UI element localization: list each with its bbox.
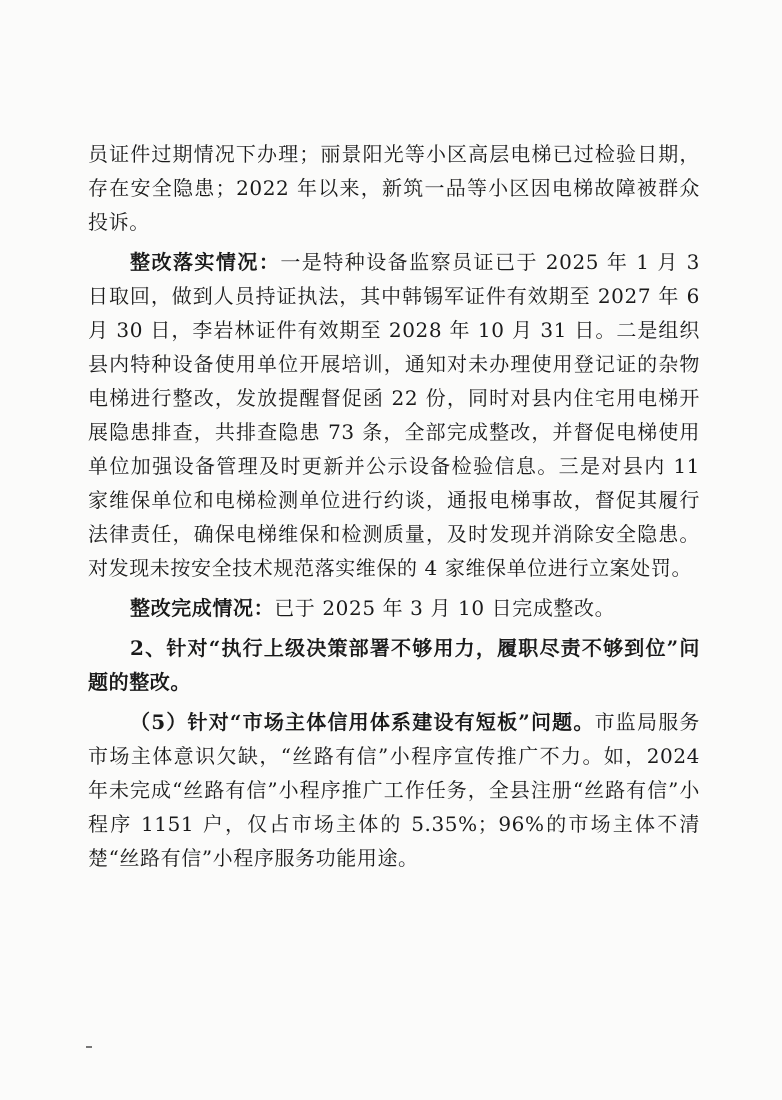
paragraph-rectification-implementation [88, 245, 700, 585]
section-heading-two: 2、针对“执行上级决策部署不够用力，履职尽责不够到位”问题的整改。 [88, 636, 700, 694]
paragraph-complaints: 员证件过期情况下办理；丽景阳光等小区高层电梯已过检验日期，存在安全隐患；2022 年以来，新筑一品等小区因电梯故障被群众投诉。 [88, 142, 700, 234]
paragraph-rectification-completion [88, 591, 700, 625]
rectification-implementation-text: 一是特种设备监察员证已于 2025 年 1 月 3 日取回，做到人员持证执法，其中韩锡军证件有效期至 2027 年 6 月 30 日，李岩林证件有效期至 2028 年 10 月 31 日。二是组织县内特种设备使用单位开展培训，通知对未办理使用登记证的杂物电梯进行整改，发放提醒督促函 22 份，同时对县内住宅用电梯开展隐患排查，共排查隐患 73 条，全部完成整改，并督促电梯使用单位加强设备管理及时更新并公示设备检验信息。三是对县内 11 家维保单位和电梯检测单位进行约谈，通报电梯事故，督促其履行法律责任，确保电梯维保和检测质量，及时发现并消除安全隐患。对发现未按安全技术规范落实维保的 4 家维保单位进行立案处罚。 [88, 250, 701, 580]
scan-mark [86, 1046, 92, 1048]
rectification-implementation-label: 整改落实情况： [130, 250, 281, 274]
credit-system-text: 市监局服务市场主体意识欠缺，“丝路有信”小程序宣传推广不力。如，2024 年未完成“丝路有信”小程序推广工作任务，全县注册“丝路有信”小程序 1151 户，仅占市场主体的 5.35%；96%的市场主体不清楚“丝路有信”小程序服务功能用途。 [88, 710, 701, 870]
paragraph-credit-system [88, 705, 700, 875]
credit-system-heading: （5）针对“市场主体信用体系建设有短板”问题。 [130, 710, 595, 734]
document-body [88, 137, 700, 881]
rectification-completion-label: 整改完成情况： [130, 596, 275, 620]
rectification-completion-text: 已于 2025 年 3 月 10 日完成整改。 [274, 596, 616, 620]
